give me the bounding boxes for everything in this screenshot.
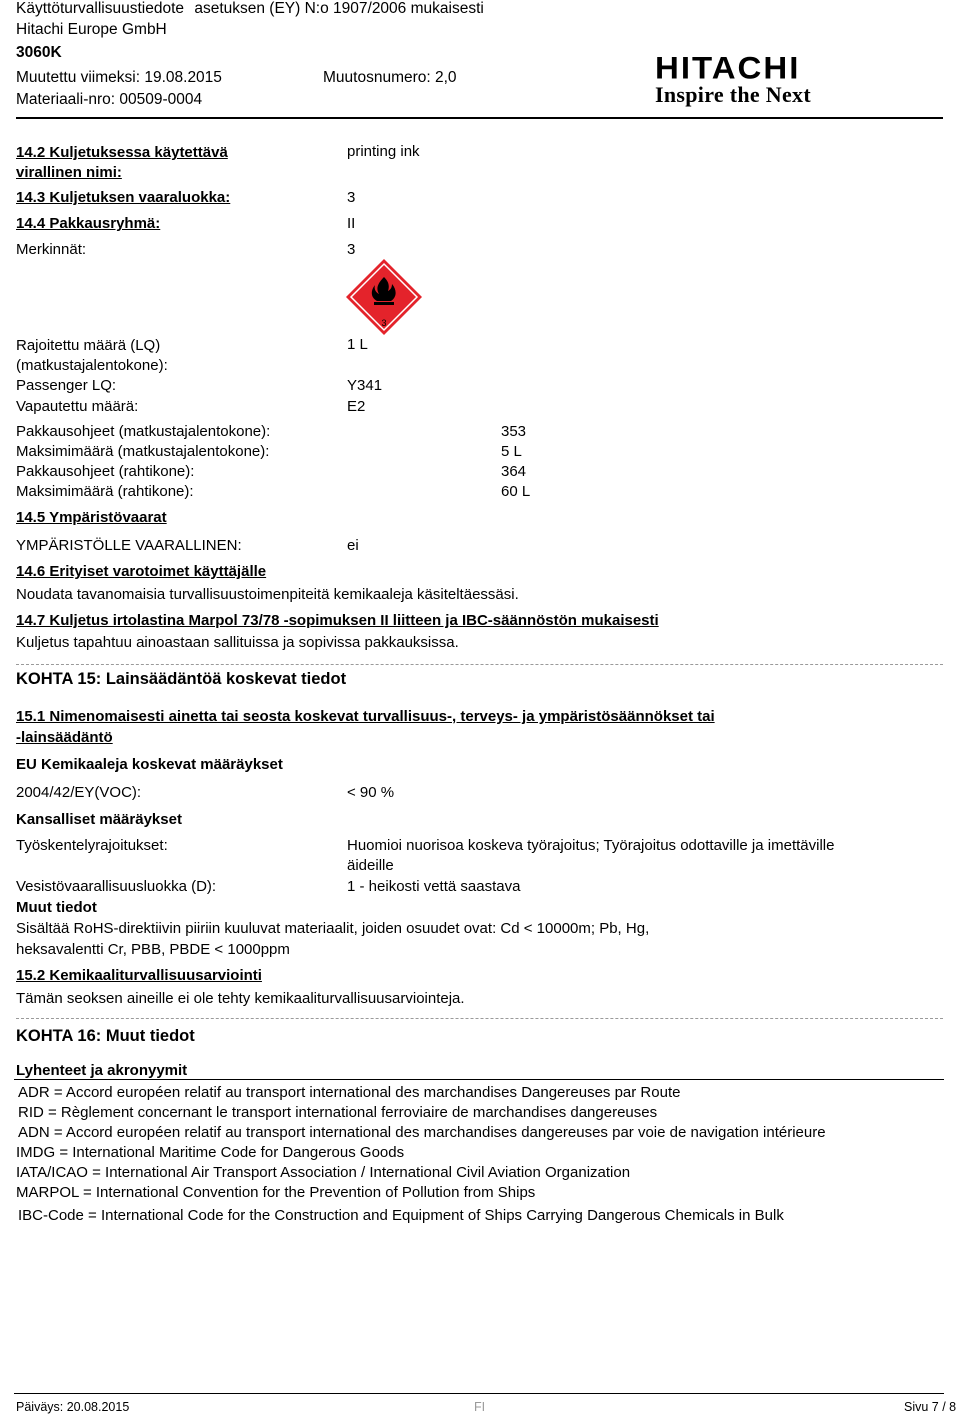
doc-type: Käyttöturvallisuustiedote	[16, 0, 185, 17]
footer-page-number: Sivu 7 / 8	[904, 1400, 957, 1414]
section15-2-heading: 15.2 Kemikaaliturvallisuusarviointi	[16, 967, 262, 984]
pictogram-number: 3	[381, 318, 387, 328]
voc-value: < 90 %	[347, 784, 395, 801]
abbreviation-item: ADN = Accord européen relatif au transport international des marchandises dangereuses par voie de navigation intérieure	[18, 1124, 826, 1141]
bulk-transport-text: Kuljetus tapahtuu ainoastaan sallituissa ja sopivissa pakkauksissa.	[16, 634, 459, 651]
hitachi-logo	[655, 49, 811, 107]
section15-title: KOHTA 15: Lainsäädäntöä koskevat tiedot	[16, 670, 347, 688]
abbreviation-item: ADR = Accord européen relatif au transport international des marchandises Dangereuses par Route	[18, 1084, 681, 1101]
company-name: Hitachi Europe GmbH	[16, 21, 167, 38]
national-regulations-heading: Kansalliset määräykset	[16, 811, 182, 828]
water-hazard-class-label: Vesistövaarallisuusluokka (D):	[16, 878, 217, 895]
work-restrictions-label: Työskentelyrajoitukset:	[16, 837, 168, 854]
env-hazards-heading: 14.5 Ympäristövaarat	[16, 509, 167, 526]
labels-label: Merkinnät:	[16, 241, 87, 258]
abbreviation-item: RID = Règlement concernant le transport international ferroviaire de marchandises dangereuses	[18, 1104, 658, 1121]
packing-group-label: 14.4 Pakkausryhmä:	[16, 215, 161, 232]
section15-1-heading-line2: -lainsäädäntö	[16, 729, 113, 746]
water-hazard-class-value: 1 - heikosti vettä saastava	[347, 878, 521, 895]
abbreviation-item: IATA/ICAO = International Air Transport Association / International Civil Aviation Organization	[16, 1164, 631, 1181]
header-rule	[16, 117, 943, 119]
env-hazard-label: YMPÄRISTÖLLE VAARALLINEN:	[16, 537, 242, 554]
material-number: Materiaali-nro: 00509-0004	[16, 91, 203, 108]
max-qty-passenger-value: 5 L	[501, 443, 522, 460]
section15-1-heading-line1: 15.1 Nimenomaisesti ainetta tai seosta koskevat turvallisuus-, terveys- ja ympäristösäännökset tai	[16, 708, 715, 725]
hazard-class-label: 14.3 Kuljetuksen vaaraluokka:	[16, 189, 231, 206]
special-precautions-heading: 14.6 Erityiset varotoimet käyttäjälle	[16, 563, 267, 580]
footer-date: Päiväys: 20.08.2015	[16, 1400, 130, 1414]
abbreviation-item: IMDG = International Maritime Code for Dangerous Goods	[16, 1144, 405, 1161]
excepted-qty-value: E2	[347, 398, 366, 415]
section-divider	[16, 1018, 943, 1019]
regulation-text: asetuksen (EY) N:o 1907/2006 mukaisesti	[194, 0, 484, 17]
pack-instr-cargo-label: Pakkausohjeet (rahtikone):	[16, 463, 195, 480]
flame-icon	[344, 257, 424, 337]
voc-label: 2004/42/EY(VOC):	[16, 784, 142, 801]
other-info-heading: Muut tiedot	[16, 899, 97, 916]
logo-tagline: Inspire the Next	[655, 82, 811, 107]
proper-name-label: 14.2 Kuljetuksessa käytettävä virallinen nimi:	[16, 144, 228, 181]
special-precautions-text: Noudata tavanomaisia turvallisuustoimenpiteitä kemikaaleja käsiteltäessäsi.	[16, 586, 519, 603]
pack-instr-passenger-value: 353	[501, 423, 527, 440]
excepted-qty-label: Vapautettu määrä:	[16, 398, 139, 415]
revision-number: Muutosnumero: 2,0	[323, 69, 457, 86]
packing-group-value: II	[347, 215, 356, 232]
passenger-lq-value: Y341	[347, 377, 383, 394]
logo-brand: HITACHI	[655, 49, 801, 86]
eu-regulations-heading: EU Kemikaaleja koskevat määräykset	[16, 756, 283, 773]
max-qty-passenger-label: Maksimimäärä (matkustajalentokone):	[16, 443, 270, 460]
abbreviation-item: IBC-Code = International Code for the Construction and Equipment of Ships Carrying Dangerous Chemicals in Bulk	[18, 1207, 784, 1224]
section15-2-text: Tämän seoksen aineille ei ole tehty kemikaaliturvallisuusarviointeja.	[16, 990, 465, 1007]
work-restrictions-value-line2: äideille	[347, 857, 394, 874]
max-qty-cargo-value: 60 L	[501, 483, 531, 500]
other-info-line1: Sisältää RoHS-direktiivin piiriin kuuluvat materiaalit, joiden osuudet ovat: Cd < 10000m; Pb, Hg,	[16, 920, 650, 937]
revised-date: Muutettu viimeksi: 19.08.2015	[16, 69, 222, 86]
lq-value: 1 L	[347, 336, 368, 353]
doc-type-title	[16, 0, 484, 18]
section-divider	[16, 664, 943, 665]
bulk-transport-heading: 14.7 Kuljetus irtolastina Marpol 73/78 -sopimuksen II liitteen ja IBC-säännöstön mukaisesti	[16, 612, 659, 629]
abbreviations-heading: Lyhenteet ja akronyymit	[16, 1062, 188, 1079]
lq-label: Rajoitettu määrä (LQ) (matkustajalentokone):	[16, 337, 168, 374]
section16-title: KOHTA 16: Muut tiedot	[16, 1027, 195, 1045]
work-restrictions-value-line1: Huomioi nuorisoa koskeva työrajoitus; Työrajoitus odottaville ja imettäville	[347, 837, 835, 854]
product-name: 3060K	[16, 44, 62, 61]
pack-instr-cargo-value: 364	[501, 463, 527, 480]
hazard-class-value: 3	[347, 189, 356, 206]
footer-language: FI	[474, 1400, 486, 1414]
abbreviation-item: MARPOL = International Convention for the Prevention of Pollution from Ships	[16, 1184, 536, 1201]
pack-instr-passenger-label: Pakkausohjeet (matkustajalentokone):	[16, 423, 271, 440]
passenger-lq-label: Passenger LQ:	[16, 377, 117, 394]
footer-rule	[14, 1393, 944, 1394]
proper-name-value: printing ink	[347, 143, 420, 160]
env-hazard-value: ei	[347, 537, 359, 554]
flammable-pictogram	[344, 257, 424, 341]
labels-value: 3	[347, 241, 356, 258]
abbreviations-underline	[14, 1079, 944, 1082]
max-qty-cargo-label: Maksimimäärä (rahtikone):	[16, 483, 194, 500]
other-info-line2: heksavalentti Cr, PBB, PBDE < 1000ppm	[16, 941, 290, 958]
